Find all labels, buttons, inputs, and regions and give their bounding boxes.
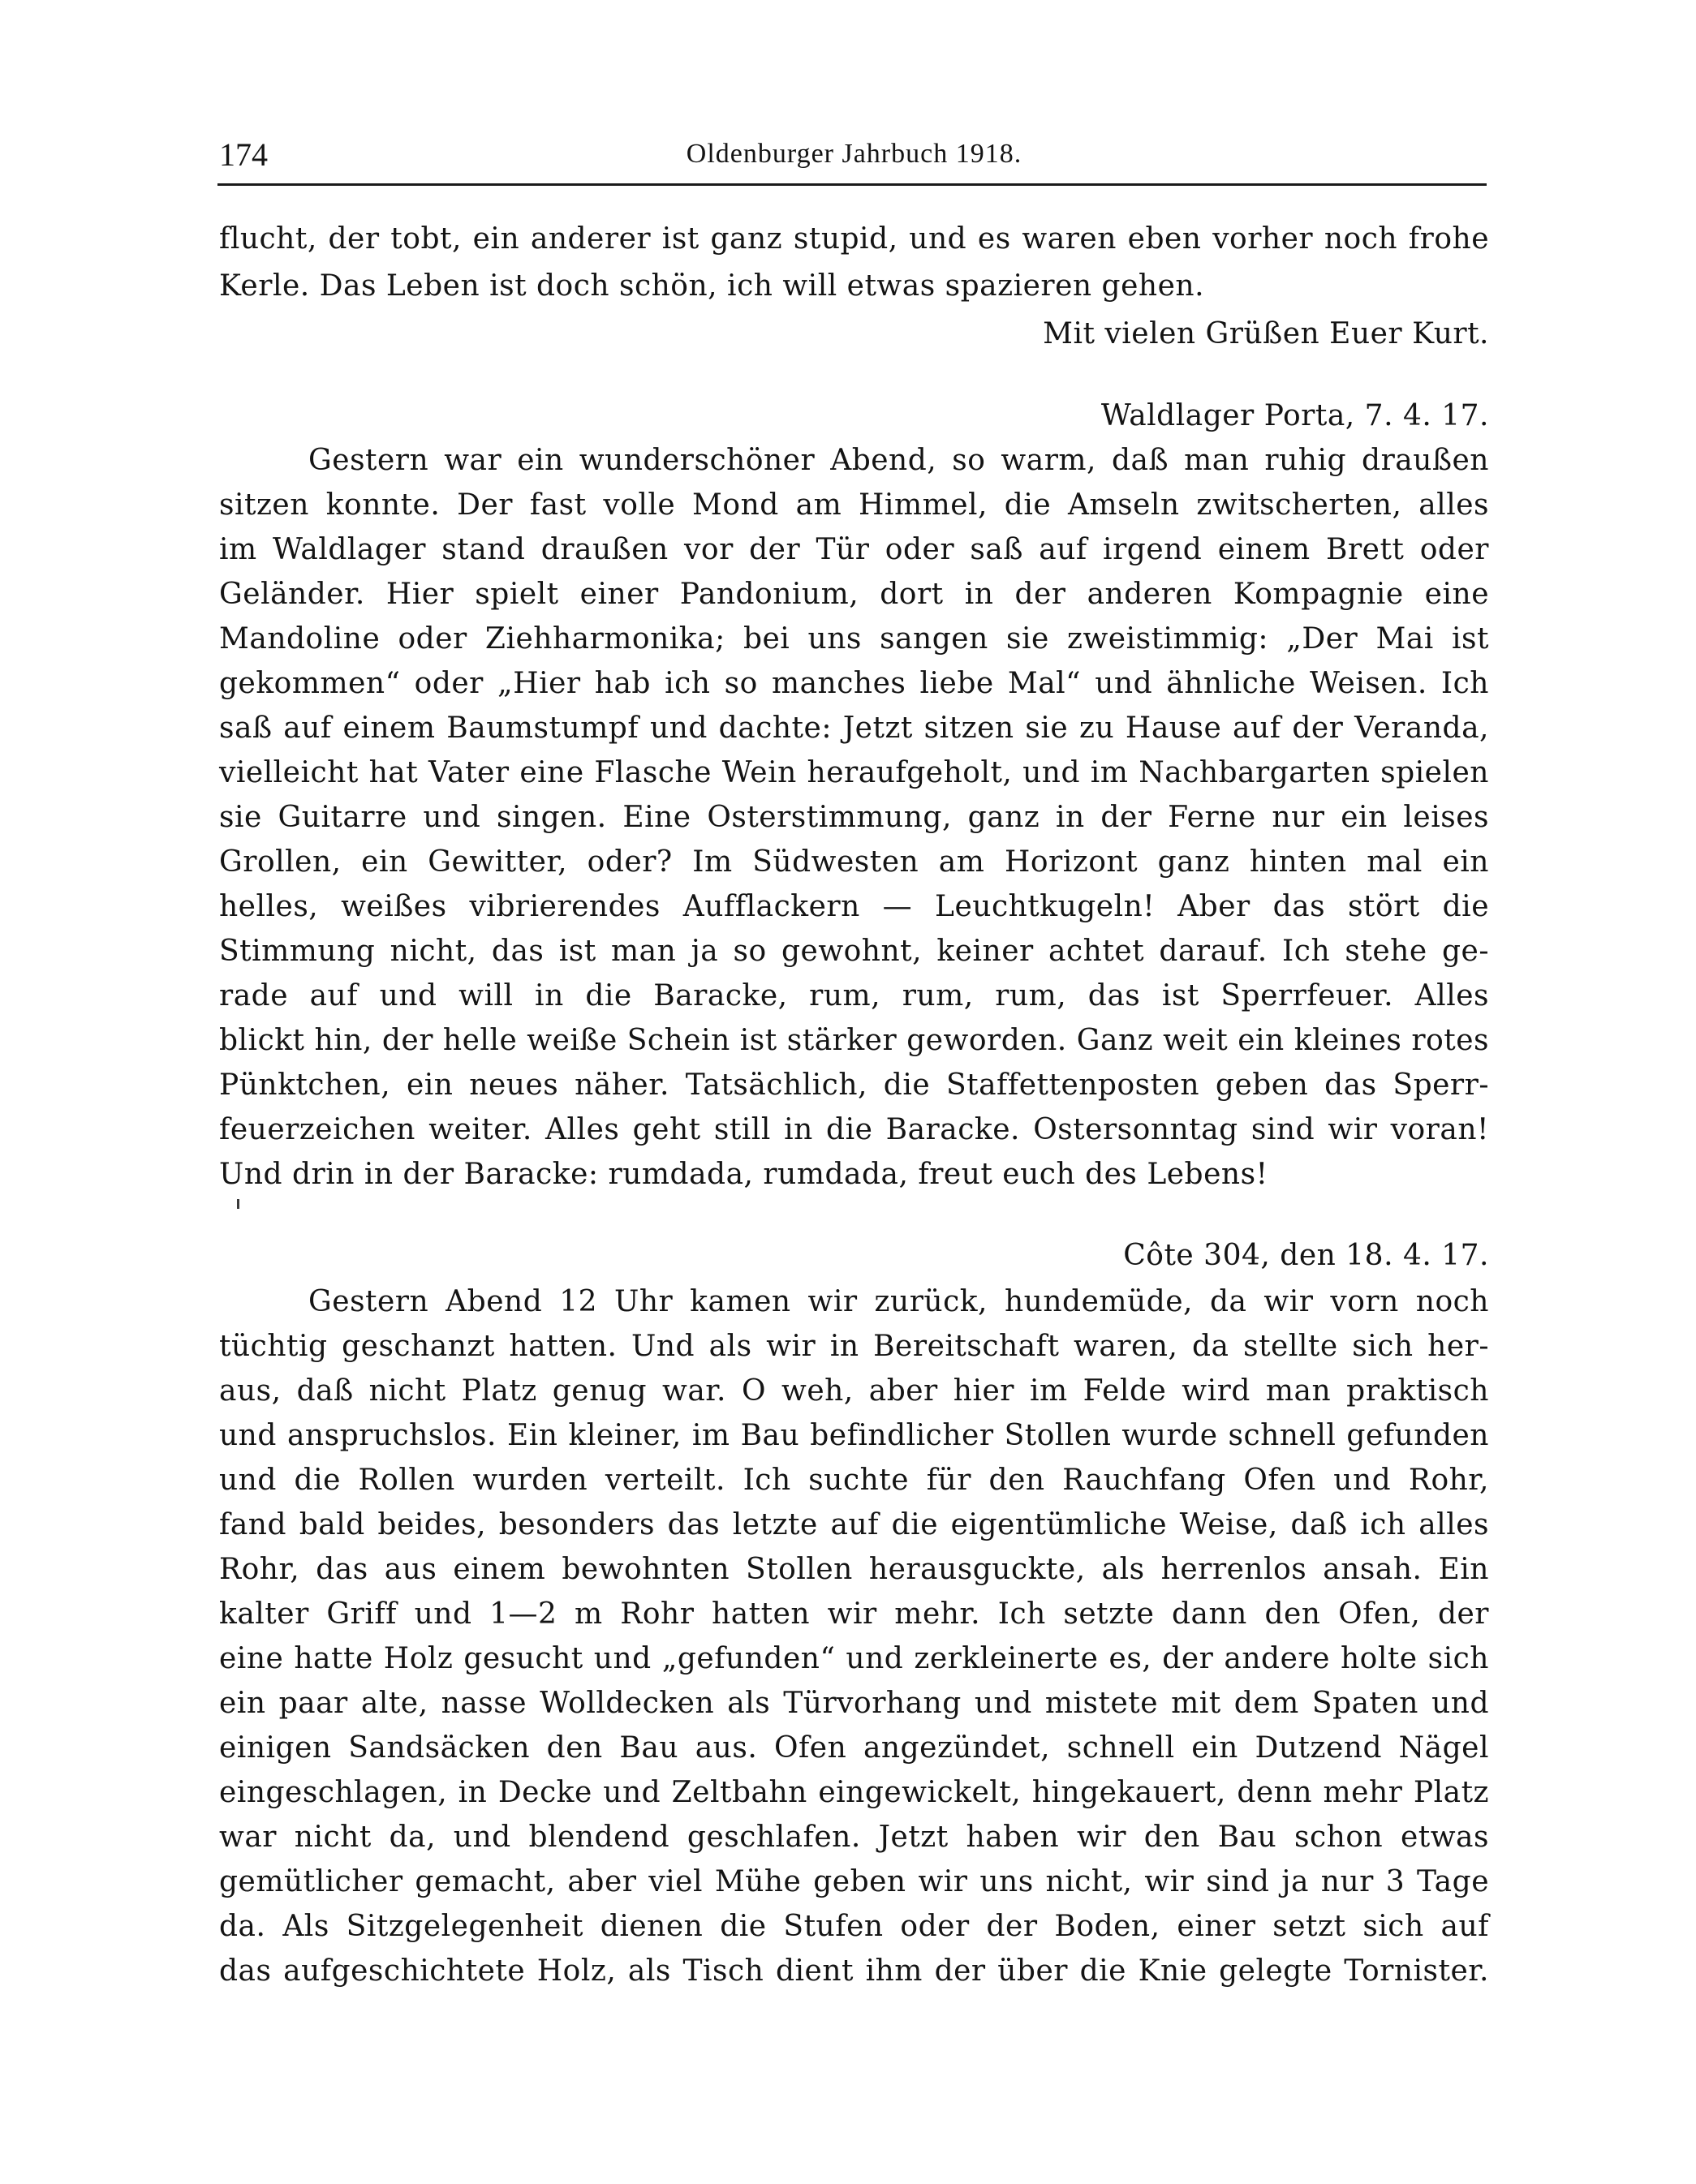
text-line: Grollen, ein Gewitter, oder? Im Südwesten am Horizont ganz hinten mal ein: [219, 845, 1489, 879]
text-line: da. Als Sitzgelegenheit dienen die Stufen oder der Boden, einer setzt sich auf: [219, 1910, 1489, 1943]
text-line: flucht, der tobt, ein anderer ist ganz stupid, und es waren eben vorher noch frohe: [219, 222, 1489, 256]
text-line: und anspruchslos. Ein kleiner, im Bau befindlicher Stollen wurde schnell gefunden: [219, 1419, 1489, 1452]
page-number: 174: [219, 136, 268, 173]
page-header: [219, 134, 1489, 183]
text-line: eine hatte Holz gesucht und „gefunden“ und zerkleinerte es, der andere holte sich: [219, 1642, 1489, 1675]
text-line: gekommen“ oder „Hier hab ich so manches liebe Mal“ und ähnliche Weisen. Ich: [219, 667, 1489, 700]
text-line: feuerzeichen weiter. Alles geht still in die Baracke. Ostersonntag sind wir voran!: [219, 1113, 1489, 1146]
text-line: ein paar alte, nasse Wolldecken als Türvorhang und mistete mit dem Spaten und: [219, 1687, 1489, 1720]
text-line: sitzen konnte. Der fast volle Mond am Himmel, die Amseln zwitscherten, alles: [219, 488, 1489, 522]
text-line: einigen Sandsäcken den Bau aus. Ofen angezündet, schnell ein Dutzend Nägel: [219, 1731, 1489, 1765]
text-line: Mandoline oder Ziehharmonika; bei uns sangen sie zweistimmig: „Der Mai ist: [219, 622, 1489, 656]
text-line: helles, weißes vibrierendes Aufflackern — Leuchtkugeln! Aber das stört die: [219, 890, 1489, 923]
text-line: fand bald beides, besonders das letzte auf die eigentümliche Weise, daß ich alles: [219, 1508, 1489, 1541]
text-line: Gestern war ein wunderschöner Abend, so warm, daß man ruhig draußen: [308, 444, 1489, 477]
text-line: und die Rollen wurden verteilt. Ich suchte für den Rauchfang Ofen und Rohr,: [219, 1464, 1489, 1497]
text-line: Pünktchen, ein neues näher. Tatsächlich, die Staffettenposten geben das Sperr-: [219, 1068, 1489, 1102]
text-line: das aufgeschichtete Holz, als Tisch dient ihm der über die Knie gelegte Tornister.: [219, 1954, 1489, 1988]
text-line: blickt hin, der helle weiße Schein ist stärker geworden. Ganz weit ein kleines rotes: [219, 1024, 1489, 1057]
text-line: Gestern Abend 12 Uhr kamen wir zurück, hundemüde, da wir vorn noch: [308, 1285, 1489, 1318]
text-line: tüchtig geschanzt hatten. Und als wir in Bereitschaft waren, da stellte sich her-: [219, 1330, 1489, 1363]
letter-closing: Mit vielen Grüßen Euer Kurt.: [1043, 317, 1489, 350]
text-line: sie Guitarre und singen. Eine Osterstimmung, ganz in der Ferne nur ein leises: [219, 801, 1489, 834]
text-line: Stimmung nicht, das ist man ja so gewohnt, keiner achtet darauf. Ich stehe ge-: [219, 935, 1489, 968]
scan-speck: [237, 1199, 239, 1209]
dateline: Waldlager Porta, 7. 4. 17.: [1100, 399, 1489, 432]
text-line: eingeschlagen, in Decke und Zeltbahn eingewickelt, hingekauert, denn mehr Platz: [219, 1776, 1489, 1809]
text-line: saß auf einem Baumstumpf und dachte: Jetzt sitzen sie zu Hause auf der Veranda,: [219, 712, 1489, 745]
text-line: gemütlicher gemacht, aber viel Mühe geben wir uns nicht, wir sind ja nur 3 Tage: [219, 1865, 1489, 1898]
text-line: war nicht da, und blendend geschlafen. Jetzt haben wir den Bau schon etwas: [219, 1821, 1489, 1854]
dateline: Côte 304, den 18. 4. 17.: [1123, 1239, 1489, 1272]
text-line: vielleicht hat Vater eine Flasche Wein heraufgeholt, und im Nachbargarten spielen: [219, 756, 1489, 789]
text-line: Rohr, das aus einem bewohnten Stollen herausguckte, als herrenlos ansah. Ein: [219, 1553, 1489, 1586]
text-line: Geländer. Hier spielt einer Pandonium, dort in der anderen Kompagnie eine: [219, 578, 1489, 611]
text-line: Und drin in der Baracke: rumdada, rumdada, freut euch des Lebens!: [219, 1158, 1268, 1191]
text-line: aus, daß nicht Platz genug war. O weh, aber hier im Felde wird man praktisch: [219, 1374, 1489, 1408]
header-rule: [217, 183, 1487, 186]
text-line: kalter Griff und 1—2 m Rohr hatten wir mehr. Ich setzte dann den Ofen, der: [219, 1597, 1489, 1631]
running-title: Oldenburger Jahrbuch 1918.: [686, 139, 1022, 169]
text-line: im Waldlager stand draußen vor der Tür oder saß auf irgend einem Brett oder: [219, 533, 1489, 566]
text-line: Kerle. Das Leben ist doch schön, ich will etwas spazieren gehen.: [219, 269, 1205, 303]
text-line: rade auf und will in die Baracke, rum, rum, rum, das ist Sperrfeuer. Alles: [219, 979, 1489, 1012]
